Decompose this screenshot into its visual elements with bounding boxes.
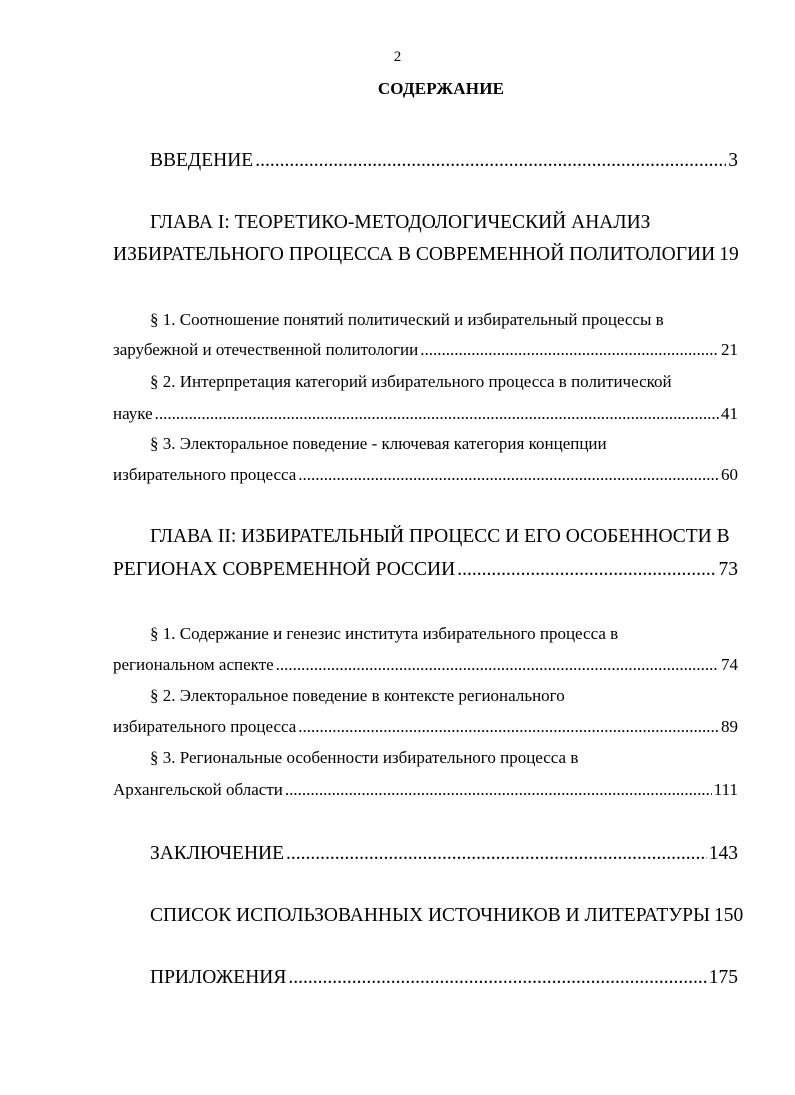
- toc-chapter1-line1[interactable]: ГЛАВА I: ТЕОРЕТИКО-МЕТОДОЛОГИЧЕСКИЙ АНАЛИЗ: [150, 212, 651, 233]
- toc-ch1-s3-line1[interactable]: § 3. Электоральное поведение - ключевая категория концепции: [150, 434, 607, 453]
- dot-leader: [255, 150, 726, 172]
- toc-entry-label: ВВЕДЕНИЕ: [150, 150, 254, 171]
- page-number: 2: [393, 49, 402, 65]
- toc-entry-intro[interactable]: [150, 150, 738, 172]
- toc-entry-label: избирательного процесса: [113, 465, 297, 484]
- toc-entry-ch1-s1[interactable]: [113, 340, 738, 360]
- toc-entry-label: ЗАКЛЮЧЕНИЕ: [150, 843, 285, 864]
- toc-ch2-s2-line1[interactable]: § 2. Электоральное поведение в контексте регионального: [150, 686, 565, 705]
- toc-entry-page: 111: [713, 780, 738, 799]
- toc-entry-label: ПРИЛОЖЕНИЯ: [150, 967, 287, 988]
- toc-entry-page: 89: [721, 717, 738, 736]
- toc-entry-ch2-s1[interactable]: [113, 655, 738, 675]
- dot-leader: [457, 559, 716, 581]
- dot-leader: [288, 967, 706, 989]
- toc-entry-label: Архангельской области: [113, 780, 283, 799]
- toc-entry-page: 19: [719, 244, 739, 265]
- toc-entry-page: 60: [721, 465, 738, 484]
- page-title: СОДЕРЖАНИЕ: [377, 79, 505, 98]
- toc-entry-label: ИЗБИРАТЕЛЬНОГО ПРОЦЕССА В СОВРЕМЕННОЙ ПОЛИТОЛОГИИ: [113, 244, 716, 265]
- toc-entry-ch1-s3[interactable]: [113, 465, 738, 485]
- toc-ch2-s1-line1[interactable]: § 1. Содержание и генезис института избирательного процесса в: [150, 624, 619, 643]
- toc-entry-label: зарубежной и отечественной политологии: [113, 340, 419, 359]
- dot-leader: [155, 404, 719, 424]
- toc-entry-page: 175: [708, 967, 738, 988]
- toc-entry-page: 143: [708, 843, 738, 864]
- toc-entry-label: СПИСОК ИСПОЛЬЗОВАННЫХ ИСТОЧНИКОВ И ЛИТЕРАТУРЫ: [150, 905, 710, 926]
- dot-leader: [420, 340, 719, 360]
- toc-entry-ch2-s3[interactable]: [113, 780, 738, 800]
- toc-entry-label: избирательного процесса: [113, 717, 297, 736]
- toc-ch1-s2-line1[interactable]: § 2. Интерпретация категорий избирательного процесса в политической: [150, 372, 672, 391]
- toc-ch2-s3-line1[interactable]: § 3. Региональные особенности избирательного процесса в: [150, 748, 579, 767]
- toc-entry-page: 74: [721, 655, 738, 674]
- dot-leader: [298, 717, 719, 737]
- toc-entry-label: науке: [113, 404, 153, 423]
- toc-entry-conclusion[interactable]: [150, 843, 738, 865]
- dot-leader: [286, 843, 707, 865]
- toc-entry-ch2-s2[interactable]: [113, 717, 738, 737]
- toc-entry-page: 73: [718, 559, 738, 580]
- toc-entry-ch1-s2[interactable]: [113, 404, 738, 424]
- dot-leader: [276, 655, 719, 675]
- toc-entry-label: региональном аспекте: [113, 655, 274, 674]
- toc-chapter2-line1[interactable]: ГЛАВА II: ИЗБИРАТЕЛЬНЫЙ ПРОЦЕСС И ЕГО ОСОБЕННОСТИ В: [150, 526, 730, 547]
- toc-entry-chapter2[interactable]: [113, 559, 738, 581]
- toc-entry-references[interactable]: [150, 905, 744, 927]
- dot-leader: [298, 465, 719, 485]
- toc-entry-label: РЕГИОНАХ СОВРЕМЕННОЙ РОССИИ: [113, 559, 456, 580]
- toc-entry-page: 150: [713, 905, 744, 926]
- toc-ch1-s1-line1[interactable]: § 1. Соотношение понятий политический и избирательный процессы в: [150, 310, 664, 329]
- dot-leader: [285, 780, 712, 800]
- toc-entry-appendices[interactable]: [150, 967, 738, 989]
- toc-entry-page: 3: [728, 150, 738, 171]
- toc-entry-chapter1[interactable]: [113, 244, 738, 266]
- toc-entry-page: 41: [721, 404, 738, 423]
- toc-entry-page: 21: [721, 340, 738, 359]
